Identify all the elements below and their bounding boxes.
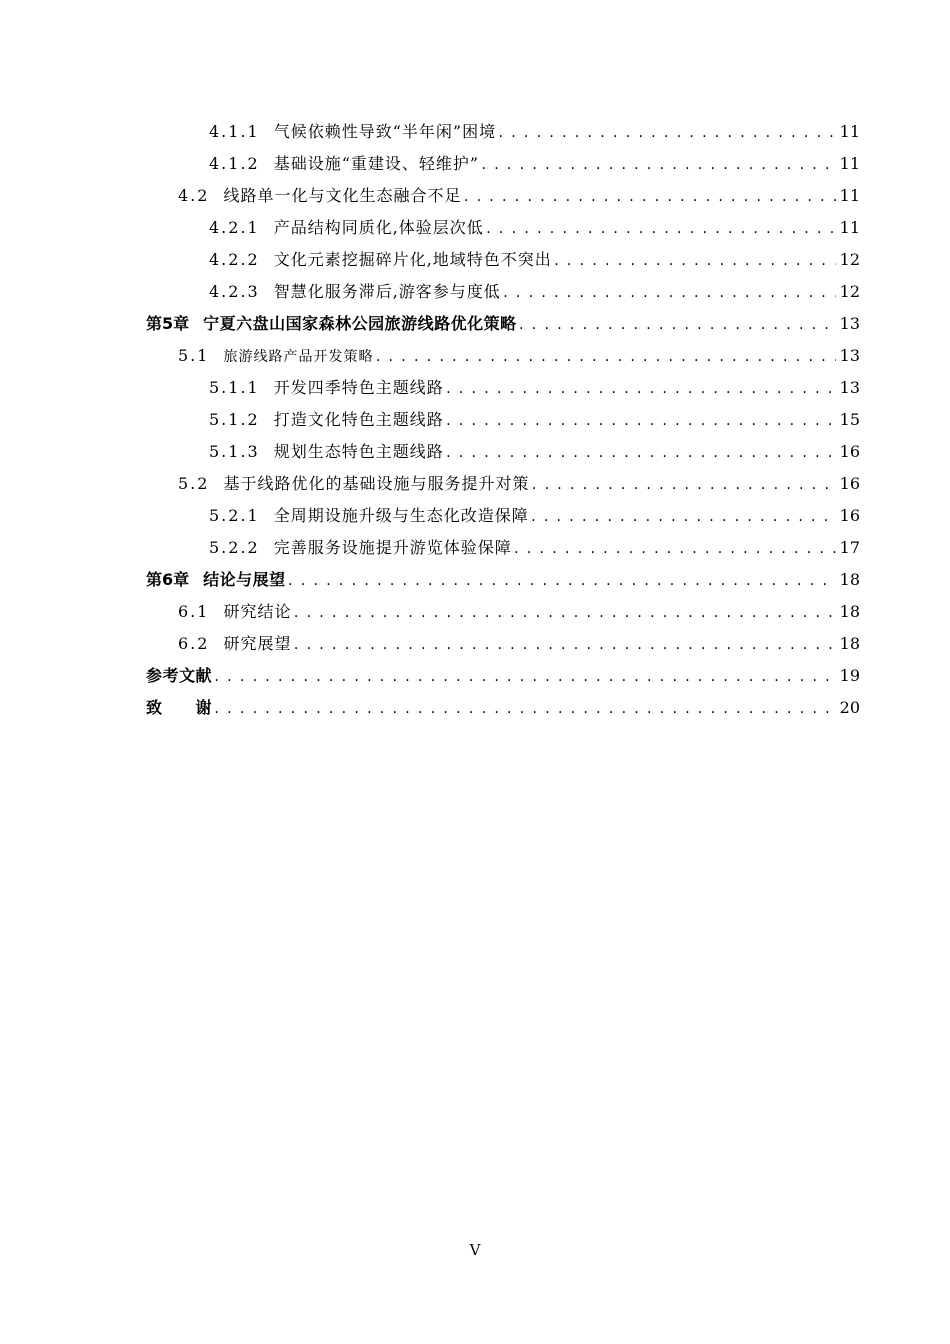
- toc-entry-6-1[interactable]: [146, 596, 860, 628]
- toc-entry-references[interactable]: [146, 660, 860, 692]
- toc-leader-dots: [445, 373, 836, 405]
- toc-entry-number: 5.1.1: [209, 378, 260, 397]
- toc-entry-page: 12: [839, 250, 860, 269]
- toc-leader-dots: [445, 405, 836, 437]
- toc-entry-title: 完善服务设施提升游览体验保障: [273, 538, 512, 557]
- toc-entry-title: 研究展望: [223, 634, 292, 653]
- toc-entry-title: 结论与展望: [203, 570, 286, 589]
- toc-entry-page: 18: [839, 634, 860, 653]
- toc-entry-page: 16: [839, 442, 860, 461]
- toc-entry-title: 宁夏六盘山国家森林公园旅游线路优化策略: [203, 314, 517, 333]
- toc-entry-page: 18: [839, 570, 860, 589]
- toc-entry-title: 气候依赖性导致“半年闲”困境: [273, 122, 497, 141]
- toc-entry-page: 18: [839, 602, 860, 621]
- toc-entry-page: 13: [839, 346, 860, 365]
- toc-entry-number: 5.1.3: [209, 442, 260, 461]
- page-number: V: [469, 1241, 481, 1259]
- toc-entry-5-2-1[interactable]: [146, 500, 860, 532]
- toc-entry-5-1[interactable]: [146, 340, 860, 372]
- toc-entry-title: 文化元素挖掘碎片化,地域特色不突出: [273, 250, 552, 269]
- toc-entry-number: 6.1: [178, 602, 210, 621]
- table-of-contents: [146, 116, 860, 724]
- toc-leader-dots: [462, 181, 835, 213]
- toc-entry-title: 产品结构同质化,体验层次低: [273, 218, 484, 237]
- toc-entry-page: 19: [839, 666, 860, 685]
- toc-entry-number: 5.2.1: [209, 506, 260, 525]
- toc-entry-title: 致 谢: [146, 698, 213, 717]
- toc-entry-page: 11: [839, 186, 860, 205]
- toc-entry-number: 4.2.2: [209, 250, 260, 269]
- toc-entry-acknowledgements[interactable]: [146, 692, 860, 724]
- toc-entry-number: 4.1.2: [209, 154, 260, 173]
- toc-entry-page: 17: [839, 538, 860, 557]
- toc-entry-4-2-1[interactable]: [146, 212, 860, 244]
- toc-leader-dots: [485, 213, 836, 245]
- toc-entry-page: 20: [839, 698, 860, 717]
- toc-entry-page: 15: [839, 410, 860, 429]
- toc-entry-number: 4.2.3: [209, 282, 260, 301]
- toc-entry-page: 13: [839, 378, 860, 397]
- toc-entry-number: 第6章: [146, 570, 190, 589]
- toc-leader-dots: [530, 501, 836, 533]
- toc-entry-title: 基础设施“重建设、轻维护”: [273, 154, 480, 173]
- toc-entry-title: 开发四季特色主题线路: [273, 378, 444, 397]
- toc-leader-dots: [292, 629, 835, 661]
- toc-leader-dots: [292, 597, 835, 629]
- toc-entry-title: 智慧化服务滞后,游客参与度低: [273, 282, 501, 301]
- toc-entry-5-2-2[interactable]: [146, 532, 860, 564]
- toc-entry-title: 规划生态特色主题线路: [273, 442, 444, 461]
- toc-leader-dots: [213, 693, 836, 725]
- toc-entry-5-2[interactable]: [146, 468, 860, 500]
- toc-entry-page: 16: [839, 474, 860, 493]
- toc-entry-number: 5.2.2: [209, 538, 260, 557]
- toc-entry-number: 6.2: [178, 634, 210, 653]
- toc-entry-number: 4.2: [178, 186, 210, 205]
- toc-entry-5-1-1[interactable]: [146, 372, 860, 404]
- toc-entry-4-1-1[interactable]: [146, 116, 860, 148]
- toc-entry-chapter-6[interactable]: [146, 564, 860, 596]
- toc-entry-number: 4.1.1: [209, 122, 260, 141]
- toc-entry-page: 11: [839, 122, 860, 141]
- toc-entry-number: 5.2: [178, 474, 210, 493]
- toc-leader-dots: [445, 437, 836, 469]
- toc-entry-number: 5.1: [178, 346, 210, 365]
- toc-entry-4-2[interactable]: [146, 180, 860, 212]
- toc-entry-page: 16: [839, 506, 860, 525]
- toc-entry-page: 13: [839, 314, 860, 333]
- toc-entry-4-1-2[interactable]: [146, 148, 860, 180]
- toc-leader-dots: [513, 533, 836, 565]
- toc-leader-dots: [480, 149, 836, 181]
- toc-leader-dots: [553, 245, 836, 277]
- toc-entry-title: 线路单一化与文化生态融合不足: [223, 186, 462, 205]
- toc-leader-dots: [497, 117, 836, 149]
- toc-entry-5-1-3[interactable]: [146, 436, 860, 468]
- toc-entry-4-2-2[interactable]: [146, 244, 860, 276]
- toc-leader-dots: [530, 469, 835, 501]
- toc-leader-dots: [213, 661, 836, 693]
- toc-leader-dots: [518, 309, 836, 341]
- toc-entry-6-2[interactable]: [146, 628, 860, 660]
- toc-leader-dots: [287, 565, 836, 597]
- toc-entry-page: 11: [839, 154, 860, 173]
- toc-entry-number: 5.1.2: [209, 410, 260, 429]
- toc-entry-5-1-2[interactable]: [146, 404, 860, 436]
- toc-entry-chapter-5[interactable]: [146, 308, 860, 340]
- toc-entry-4-2-3[interactable]: [146, 276, 860, 308]
- toc-entry-page: 12: [839, 282, 860, 301]
- toc-entry-number: 4.2.1: [209, 218, 260, 237]
- toc-entry-title: 参考文献: [146, 666, 213, 685]
- toc-entry-title: 研究结论: [223, 602, 292, 621]
- toc-entry-title: 全周期设施升级与生态化改造保障: [273, 506, 529, 525]
- toc-leader-dots: [502, 277, 836, 309]
- toc-entry-title: 基于线路优化的基础设施与服务提升对策: [223, 474, 530, 493]
- toc-leader-dots: [374, 341, 835, 373]
- toc-entry-title: 旅游线路产品开发策略: [223, 349, 374, 365]
- toc-entry-number: 第5章: [146, 314, 190, 333]
- toc-entry-page: 11: [839, 218, 860, 237]
- toc-entry-title: 打造文化特色主题线路: [273, 410, 444, 429]
